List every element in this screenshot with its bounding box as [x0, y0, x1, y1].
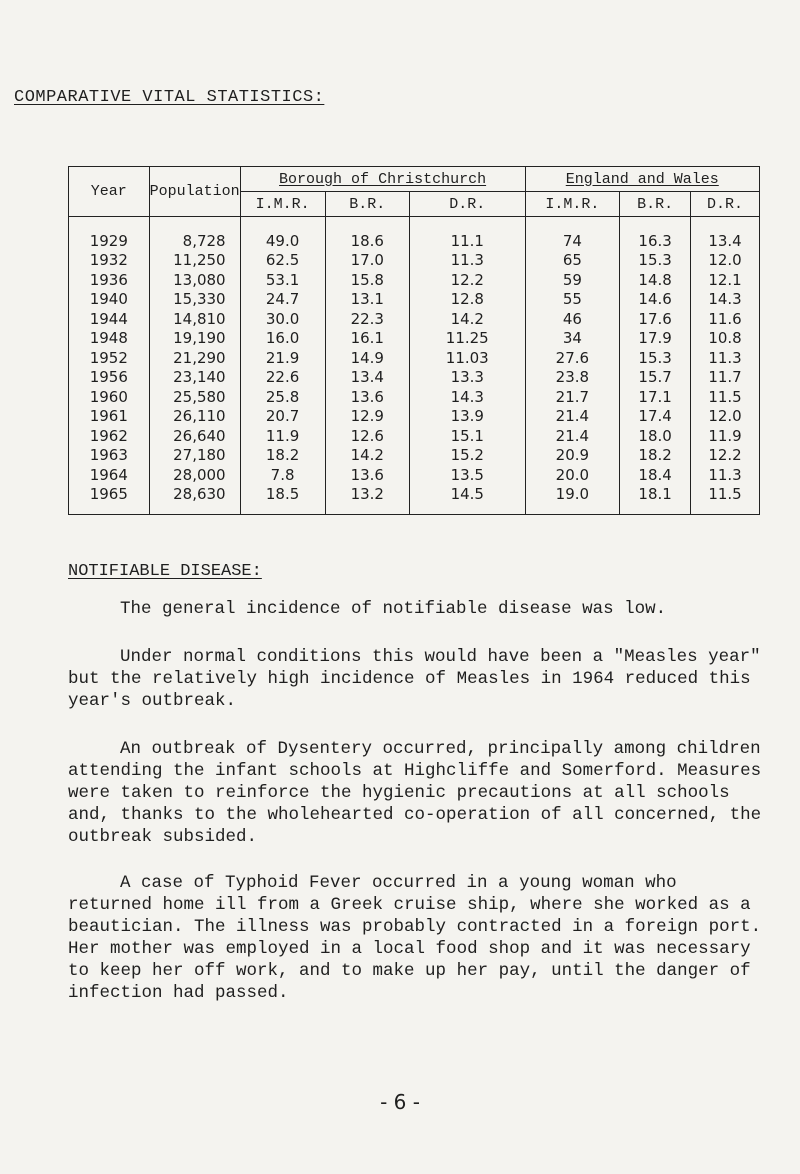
cell-year: 1963	[69, 446, 150, 466]
cell-england-dr: 14.3	[691, 290, 760, 310]
cell-england-br: 14.6	[620, 290, 691, 310]
cell-england-dr: 11.3	[691, 465, 760, 485]
cell-borough-dr: 12.8	[409, 290, 525, 310]
page-number: - 6 -	[380, 1090, 420, 1114]
cell-england-imr: 74	[525, 217, 620, 251]
vital-statistics-table	[68, 166, 760, 515]
cell-england-br: 14.8	[620, 270, 691, 290]
header-england-br: B.R.	[620, 192, 691, 217]
cell-year: 1956	[69, 368, 150, 388]
cell-population: 13,080	[149, 270, 240, 290]
cell-borough-br: 15.8	[325, 270, 409, 290]
cell-borough-dr: 13.3	[409, 368, 525, 388]
cell-england-br: 15.3	[620, 348, 691, 368]
cell-borough-imr: 53.1	[240, 270, 325, 290]
cell-england-br: 15.3	[620, 251, 691, 271]
table-row	[69, 426, 760, 446]
cell-borough-br: 13.4	[325, 368, 409, 388]
table-row	[69, 387, 760, 407]
cell-borough-dr: 11.3	[409, 251, 525, 271]
cell-borough-dr: 11.1	[409, 217, 525, 251]
cell-england-dr: 11.7	[691, 368, 760, 388]
table-row	[69, 251, 760, 271]
cell-population: 19,190	[149, 329, 240, 349]
cell-year: 1932	[69, 251, 150, 271]
cell-borough-imr: 18.2	[240, 446, 325, 466]
table-row	[69, 217, 760, 251]
cell-borough-br: 14.9	[325, 348, 409, 368]
cell-year: 1960	[69, 387, 150, 407]
cell-england-dr: 12.0	[691, 251, 760, 271]
cell-borough-br: 18.6	[325, 217, 409, 251]
cell-borough-imr: 11.9	[240, 426, 325, 446]
cell-england-br: 18.2	[620, 446, 691, 466]
cell-borough-dr: 15.2	[409, 446, 525, 466]
cell-england-dr: 13.4	[691, 217, 760, 251]
cell-england-dr: 11.3	[691, 348, 760, 368]
cell-borough-imr: 25.8	[240, 387, 325, 407]
cell-borough-br: 13.6	[325, 465, 409, 485]
cell-england-imr: 21.4	[525, 426, 620, 446]
cell-england-imr: 20.0	[525, 465, 620, 485]
cell-borough-imr: 62.5	[240, 251, 325, 271]
cell-borough-br: 12.6	[325, 426, 409, 446]
paragraph-dysentery: An outbreak of Dysentery occurred, principally among children attending the infant schools at Highcliffe and Somerford. Measures were taken to reinforce the hygienic precautions at all schools and, thanks to the wholehearted co-operation of all concerned, the outbreak subsided.	[68, 739, 762, 847]
cell-borough-imr: 24.7	[240, 290, 325, 310]
cell-england-dr: 11.5	[691, 485, 760, 515]
cell-england-dr: 11.5	[691, 387, 760, 407]
cell-england-br: 17.1	[620, 387, 691, 407]
cell-year: 1965	[69, 485, 150, 515]
cell-borough-dr: 12.2	[409, 270, 525, 290]
cell-england-imr: 59	[525, 270, 620, 290]
table-row	[69, 446, 760, 466]
cell-england-br: 15.7	[620, 368, 691, 388]
cell-england-br: 17.4	[620, 407, 691, 427]
header-england-imr: I.M.R.	[525, 192, 620, 217]
cell-year: 1940	[69, 290, 150, 310]
header-group-borough: Borough of Christchurch	[240, 167, 525, 192]
cell-england-dr: 12.2	[691, 446, 760, 466]
cell-england-br: 18.4	[620, 465, 691, 485]
cell-year: 1961	[69, 407, 150, 427]
table-row	[69, 485, 760, 515]
header-year: Year	[69, 167, 150, 217]
cell-england-br: 18.0	[620, 426, 691, 446]
cell-borough-br: 13.1	[325, 290, 409, 310]
header-borough-br: B.R.	[325, 192, 409, 217]
cell-year: 1944	[69, 309, 150, 329]
table-row	[69, 290, 760, 310]
cell-borough-br: 13.6	[325, 387, 409, 407]
cell-population: 14,810	[149, 309, 240, 329]
cell-borough-imr: 20.7	[240, 407, 325, 427]
cell-borough-dr: 14.3	[409, 387, 525, 407]
cell-borough-br: 14.2	[325, 446, 409, 466]
cell-england-imr: 21.7	[525, 387, 620, 407]
cell-year: 1948	[69, 329, 150, 349]
cell-population: 28,630	[149, 485, 240, 515]
cell-england-imr: 19.0	[525, 485, 620, 515]
cell-england-imr: 23.8	[525, 368, 620, 388]
header-borough-dr: D.R.	[409, 192, 525, 217]
cell-england-dr: 11.9	[691, 426, 760, 446]
table-row	[69, 329, 760, 349]
paragraph-measles: Under normal conditions this would have been a "Measles year" but the relatively high incidence of Measles in 1964 reduced this year's outbreak.	[68, 647, 761, 711]
cell-year: 1964	[69, 465, 150, 485]
cell-borough-dr: 13.5	[409, 465, 525, 485]
cell-england-imr: 55	[525, 290, 620, 310]
cell-england-imr: 34	[525, 329, 620, 349]
cell-year: 1952	[69, 348, 150, 368]
cell-population: 23,140	[149, 368, 240, 388]
cell-borough-imr: 30.0	[240, 309, 325, 329]
cell-borough-imr: 22.6	[240, 368, 325, 388]
cell-borough-imr: 18.5	[240, 485, 325, 515]
table-row	[69, 368, 760, 388]
cell-population: 27,180	[149, 446, 240, 466]
cell-borough-dr: 11.03	[409, 348, 525, 368]
cell-england-dr: 12.1	[691, 270, 760, 290]
cell-borough-br: 17.0	[325, 251, 409, 271]
paragraph-general-incidence: The general incidence of notifiable disease was low.	[120, 599, 667, 619]
cell-england-br: 17.9	[620, 329, 691, 349]
header-borough-imr: I.M.R.	[240, 192, 325, 217]
cell-population: 15,330	[149, 290, 240, 310]
paragraph-typhoid: A case of Typhoid Fever occurred in a young woman who returned home ill from a Greek cruise ship, where she worked as a beautician. The illness was probably contracted in a foreign port. Her mother was employed in a local food shop and it was necessary to keep her off work, and to make up her pay, until the danger of infection had passed.	[68, 873, 762, 1003]
cell-borough-dr: 14.2	[409, 309, 525, 329]
cell-borough-dr: 14.5	[409, 485, 525, 515]
cell-year: 1936	[69, 270, 150, 290]
cell-borough-dr: 15.1	[409, 426, 525, 446]
cell-borough-imr: 49.0	[240, 217, 325, 251]
cell-england-br: 16.3	[620, 217, 691, 251]
cell-borough-dr: 11.25	[409, 329, 525, 349]
cell-borough-br: 12.9	[325, 407, 409, 427]
cell-england-dr: 10.8	[691, 329, 760, 349]
table-row	[69, 309, 760, 329]
cell-england-dr: 11.6	[691, 309, 760, 329]
cell-borough-br: 13.2	[325, 485, 409, 515]
cell-england-br: 18.1	[620, 485, 691, 515]
header-england-dr: D.R.	[691, 192, 760, 217]
notifiable-disease-heading: NOTIFIABLE DISEASE:	[68, 562, 262, 581]
table-row	[69, 407, 760, 427]
cell-england-imr: 46	[525, 309, 620, 329]
table-row	[69, 465, 760, 485]
table-row	[69, 348, 760, 368]
cell-borough-imr: 7.8	[240, 465, 325, 485]
cell-population: 26,110	[149, 407, 240, 427]
cell-population: 26,640	[149, 426, 240, 446]
cell-population: 11,250	[149, 251, 240, 271]
cell-england-imr: 27.6	[525, 348, 620, 368]
table-row	[69, 270, 760, 290]
cell-borough-br: 22.3	[325, 309, 409, 329]
cell-population: 21,290	[149, 348, 240, 368]
header-group-england: England and Wales	[525, 167, 759, 192]
table-body	[69, 217, 760, 515]
header-population: Population	[149, 167, 240, 217]
cell-borough-dr: 13.9	[409, 407, 525, 427]
cell-england-br: 17.6	[620, 309, 691, 329]
cell-borough-imr: 21.9	[240, 348, 325, 368]
cell-population: 8,728	[149, 217, 240, 251]
cell-england-dr: 12.0	[691, 407, 760, 427]
cell-england-imr: 21.4	[525, 407, 620, 427]
cell-population: 28,000	[149, 465, 240, 485]
cell-population: 25,580	[149, 387, 240, 407]
cell-borough-imr: 16.0	[240, 329, 325, 349]
cell-england-imr: 65	[525, 251, 620, 271]
cell-year: 1929	[69, 217, 150, 251]
cell-year: 1962	[69, 426, 150, 446]
cell-borough-br: 16.1	[325, 329, 409, 349]
page-title: COMPARATIVE VITAL STATISTICS:	[14, 88, 325, 107]
cell-england-imr: 20.9	[525, 446, 620, 466]
